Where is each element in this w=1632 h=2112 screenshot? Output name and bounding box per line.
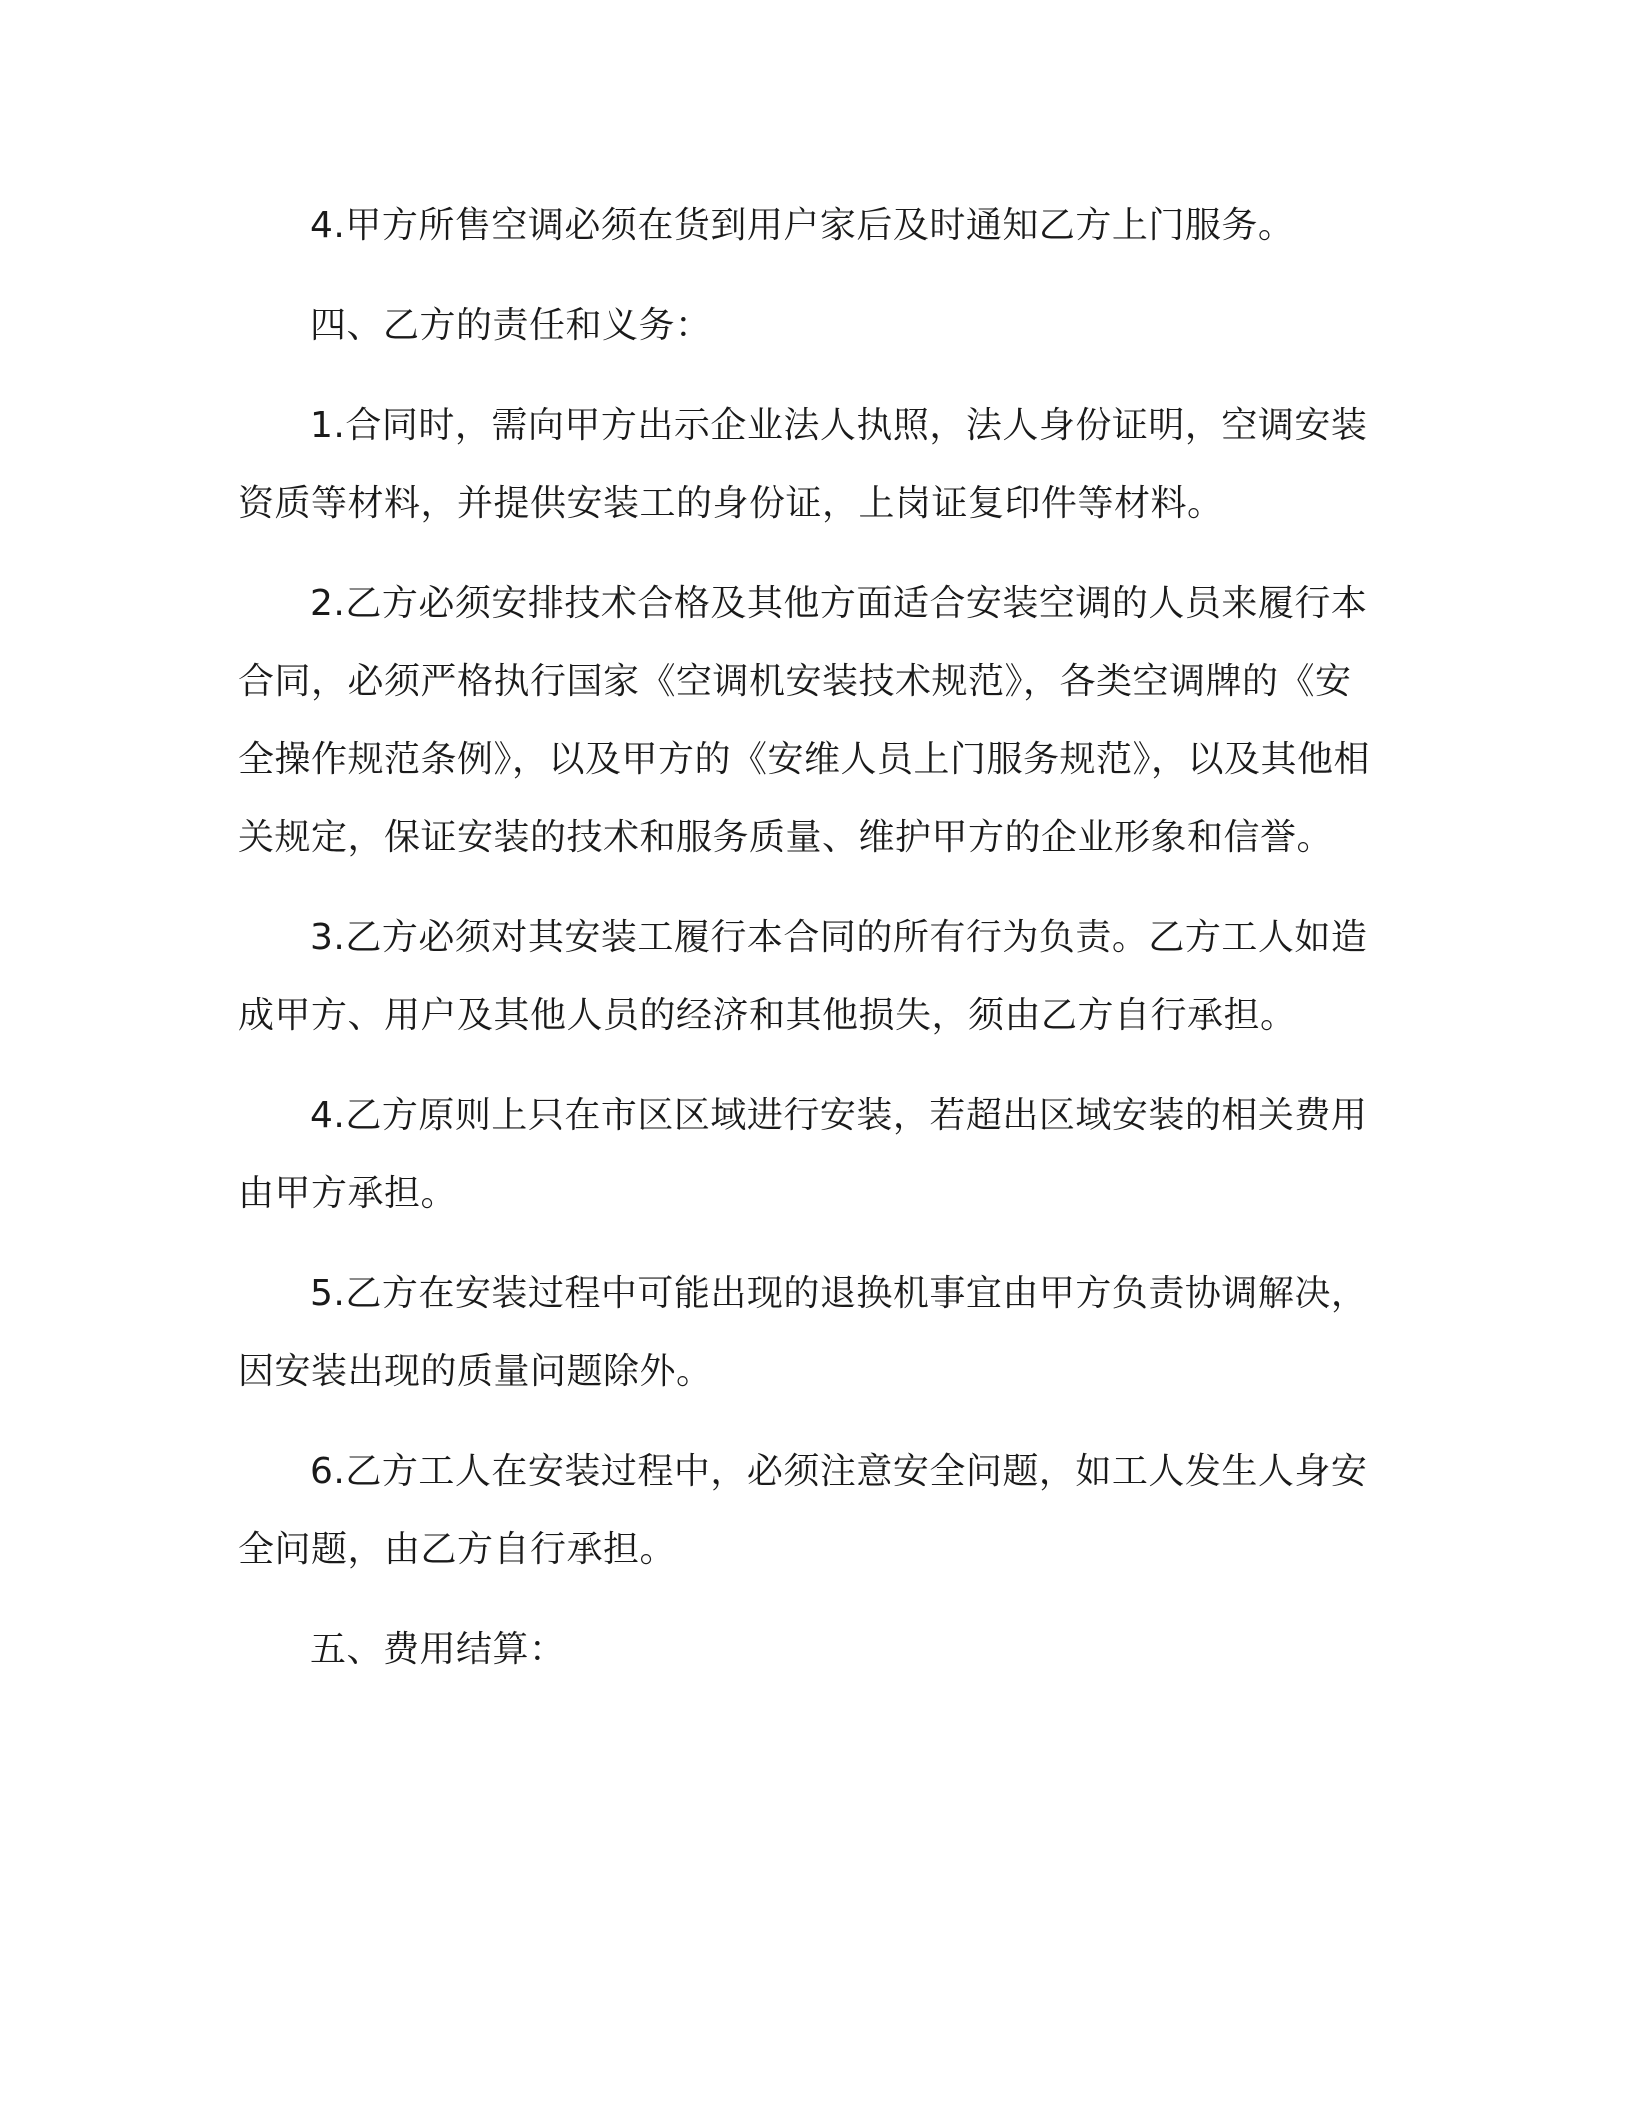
paragraph-clause-3-4: 4.甲方所售空调必须在货到用户家后及时通知乙方上门服务。 [310, 205, 1295, 246]
paragraph-clause-4-1: 1.合同时，需向甲方出示企业法人执照，法人身份证明，空调安装资质等材料，并提供安装工的身份证，上岗证复印件等材料。 [238, 405, 1368, 524]
paragraph-clause-4-5: 5.乙方在安装过程中可能出现的退换机事宜由甲方负责协调解决，因安装出现的质量问题除外。 [238, 1273, 1368, 1392]
paragraph-clause-4-2: 2.乙方必须安排技术合格及其他方面适合安装空调的人员来履行本合同，必须严格执行国家《空调机安装技术规范》，各类空调牌的《安全操作规范条例》，以及甲方的《安维人员上门服务规范》，以及其他相关规定，保证安装的技术和服务质量、维护甲方的企业形象和信誉。 [238, 583, 1371, 858]
paragraph-clause-4-3: 3.乙方必须对其安装工履行本合同的所有行为负责。乙方工人如造成甲方、用户及其他人员的经济和其他损失，须由乙方自行承担。 [238, 917, 1368, 1036]
document-body [238, 187, 1380, 1689]
section-heading-5: 五、费用结算： [310, 1629, 566, 1670]
paragraph-clause-4-6: 6.乙方工人在安装过程中，必须注意安全问题，如工人发生人身安全问题，由乙方自行承担。 [238, 1451, 1368, 1570]
paragraph-clause-4-4: 4.乙方原则上只在市区区域进行安装，若超出区域安装的相关费用由甲方承担。 [238, 1095, 1368, 1214]
section-heading-4: 四、乙方的责任和义务： [310, 305, 712, 346]
